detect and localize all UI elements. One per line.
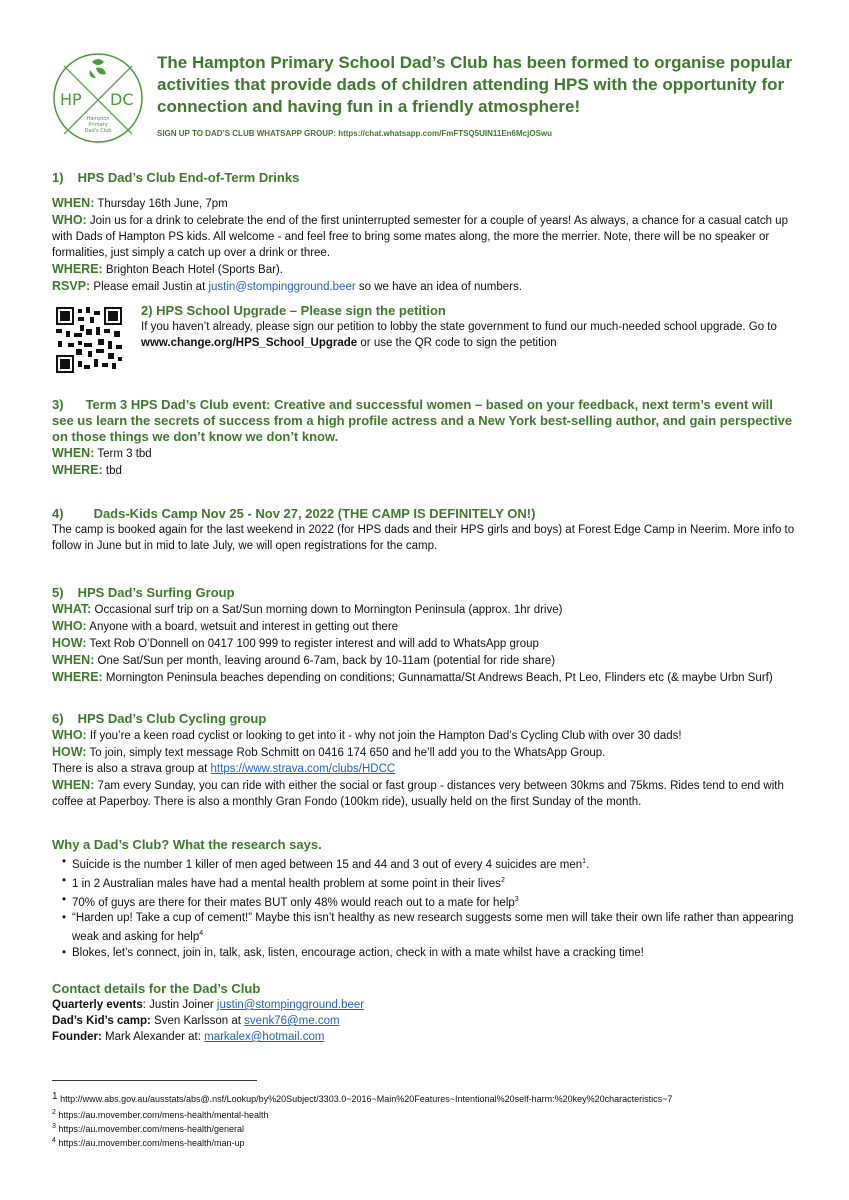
section-5-heading: 5) HPS Dad’s Surfing Group bbox=[52, 585, 235, 600]
section-contact: Contact details for the Dad’s Club Quarterly events: Justin Joiner justin@stompingground.beer Dad’s Kid’s camp: Sven Karlsson at svenk76@me.com Founder: Mark Alexander at: markalex@hotmail.com bbox=[52, 981, 797, 1045]
intro-heading: The Hampton Primary School Dad’s Club has been formed to organise popular activities that provide dads of children attending HPS with the opportunity for connection and having fun in a friendly atmosphere! bbox=[157, 53, 793, 116]
rsvp-email-link[interactable]: justin@stompingground.beer bbox=[208, 281, 356, 293]
section-4-heading: 4) Dads-Kids Camp Nov 25 - Nov 27, 2022 (THE CAMP IS DEFINITELY ON!) bbox=[52, 506, 536, 521]
contact-heading: Contact details for the Dad’s Club bbox=[52, 981, 261, 996]
founder-email-link[interactable]: markalex@hotmail.com bbox=[204, 1031, 325, 1043]
section-petition: 2) HPS School Upgrade – Please sign the petition If you haven’t already, please sign our petition to lobby the state government to fund our much-needed school upgrade. Go to www.change.org/HPS_School_Upgrade or use the QR code to sign the petition bbox=[141, 303, 797, 351]
section-camp bbox=[52, 506, 797, 554]
section-term3-event: 3) Term 3 HPS Dad’s Club event: Creative and successful women – based on your feedback, next term’s event will see us learn the secrets of success from a high profile actress and a New York best-selling author, and gain perspective on those things we don’t know we don’t know. WHEN: Term 3 tbd WHERE: tbd bbox=[52, 397, 797, 479]
svg-text:Hampton: Hampton bbox=[86, 116, 110, 122]
strava-link[interactable]: https://www.strava.com/clubs/HDCC bbox=[210, 763, 396, 775]
logo-left: HP bbox=[60, 90, 82, 109]
section-1-heading: 1) HPS Dad’s Club End-of-Term Drinks bbox=[52, 170, 300, 185]
whatsapp-signup[interactable]: SIGN UP TO DAD’S CLUB WHATSAPP GROUP: https://chat.whatsapp.com/FmFTSQ5UIN11En6McjOSwu bbox=[157, 129, 553, 138]
section-research bbox=[52, 837, 797, 961]
camp-email-link[interactable]: svenk76@me.com bbox=[244, 1015, 340, 1027]
section-3-heading: 3) Term 3 HPS Dad’s Club event: Creative and successful women – based on your feedback, next term’s event will see us learn the secrets of success from a high profile actress and a New York best-selling author, and gain perspective on those things we don’t know we don’t know. bbox=[52, 397, 793, 444]
camp-text: The camp is booked again for the last weekend in 2022 (for HPS dads and their HPS girls and boys) at Forest Edge Camp in Neerim. More info to follow in June but in mid to late July, we will open registrations for the camp. bbox=[52, 524, 795, 552]
qr-code-icon bbox=[56, 307, 122, 373]
section-surfing: 5) HPS Dad’s Surfing Group WHAT: Occasional surf trip on a Sat/Sun morning down to Mornington Peninsula (approx. 1hr drive) WHO: Anyone with a board, wetsuit and interest in getting out there HOW: Text Rob O’Donnell on 0417 100 999 to register interest and will add to WhatsApp group WHEN: One Sat/Sun per month, leaving around 6-7am, back by 10-11am (potential for ride share) WHERE: Mornington Peninsula beaches depending on conditions; Gunnamatta/St Andrews Beach, Pt Leo, Flinders etc (& maybe Urbn Surf) bbox=[52, 585, 797, 686]
section-2-heading: 2) HPS School Upgrade – Please sign the petition bbox=[141, 303, 446, 318]
list-item: • Suicide is the number 1 killer of men aged between 15 and 44 and 3 out of every 4 suicides are men$^1$. bbox=[62, 854, 797, 873]
footnote-3: $^3$ https://au.movember.com/mens-health/general bbox=[52, 1123, 245, 1134]
footnote-4: $^4$ https://au.movember.com/mens-health/man-up bbox=[52, 1137, 245, 1148]
section-6-heading: 6) HPS Dad’s Club Cycling group bbox=[52, 711, 267, 726]
footnote-divider bbox=[52, 1080, 257, 1081]
quarterly-email-link[interactable]: justin@stompingground.beer bbox=[216, 999, 365, 1011]
logo-right: DC bbox=[110, 90, 134, 109]
section-drinks: 1) HPS Dad’s Club End-of-Term Drinks WHEN: Thursday 16th June, 7pm WHO: Join us for a drink to celebrate the end of the first uninterrupted semester for a couple of years! As always, a chance for a casual catch up with Dads of Hampton PS kids. All welcome - and feel free to bring some mates along, the more the merrier. Note, there will be no speaker or formalities, just simply a catch up over a drink or three. WHERE: Brighton Beach Hotel (Sports Bar). RSVP: Please email Justin at justin@stompingground.beer so we have an idea of numbers. bbox=[52, 170, 797, 295]
svg-text:Primary: Primary bbox=[88, 122, 108, 128]
hpdc-logo bbox=[52, 52, 144, 144]
logo-graphic bbox=[52, 52, 144, 144]
petition-url[interactable]: www.change.org/HPS_School_Upgrade bbox=[141, 337, 358, 349]
list-item: • Blokes, let’s connect, join in, talk, ask, listen, encourage action, check in with a mate whilst have a cracking time! bbox=[62, 945, 797, 961]
list-item: • 70% of guys are there for their mates BUT only 48% would reach out to a mate for help$^3$ bbox=[62, 892, 797, 911]
footnote-1: 1 http://www.abs.gov.au/ausstats/abs@.nsf/Lookup/by%20Subject/3303.0~2016~Main%20Features~Intentional%20self-harm:%20key%20characteristics~7 bbox=[52, 1091, 673, 1104]
list-item: • 1 in 2 Australian males have had a mental health problem at some point in their lives$^2$ bbox=[62, 873, 797, 892]
research-heading: Why a Dad’s Club? What the research says. bbox=[52, 837, 322, 852]
svg-text:Dad's Club: Dad's Club bbox=[84, 128, 112, 134]
list-item: • “Harden up! Take a cup of cement!” Maybe this isn’t healthy as new research suggests some men will take their own life rather than appearing weak and asking for help$^4$ bbox=[62, 910, 797, 945]
research-list bbox=[52, 854, 797, 961]
section-cycling: 6) HPS Dad’s Club Cycling group WHO: If you’re a keen road cyclist or looking to get into it - why not join the Hampton Dad’s Cycling Club with over 30 dads! HOW: To join, simply text message Rob Schmitt on 0416 174 650 and he’ll add you to the WhatsApp Group. There is also a strava group at https://www.strava.com/clubs/HDCC WHEN: 7am every Sunday, you can ride with either the social or fast group - distances very between 30kms and 75kms. Rides tend to end with coffee at Paperboy. There is also a monthly Gran Fondo (100km ride), usually held on the first Sunday of the month. bbox=[52, 711, 797, 810]
footnote-2: $^2$ https://au.movember.com/mens-health/mental-health bbox=[52, 1109, 269, 1120]
